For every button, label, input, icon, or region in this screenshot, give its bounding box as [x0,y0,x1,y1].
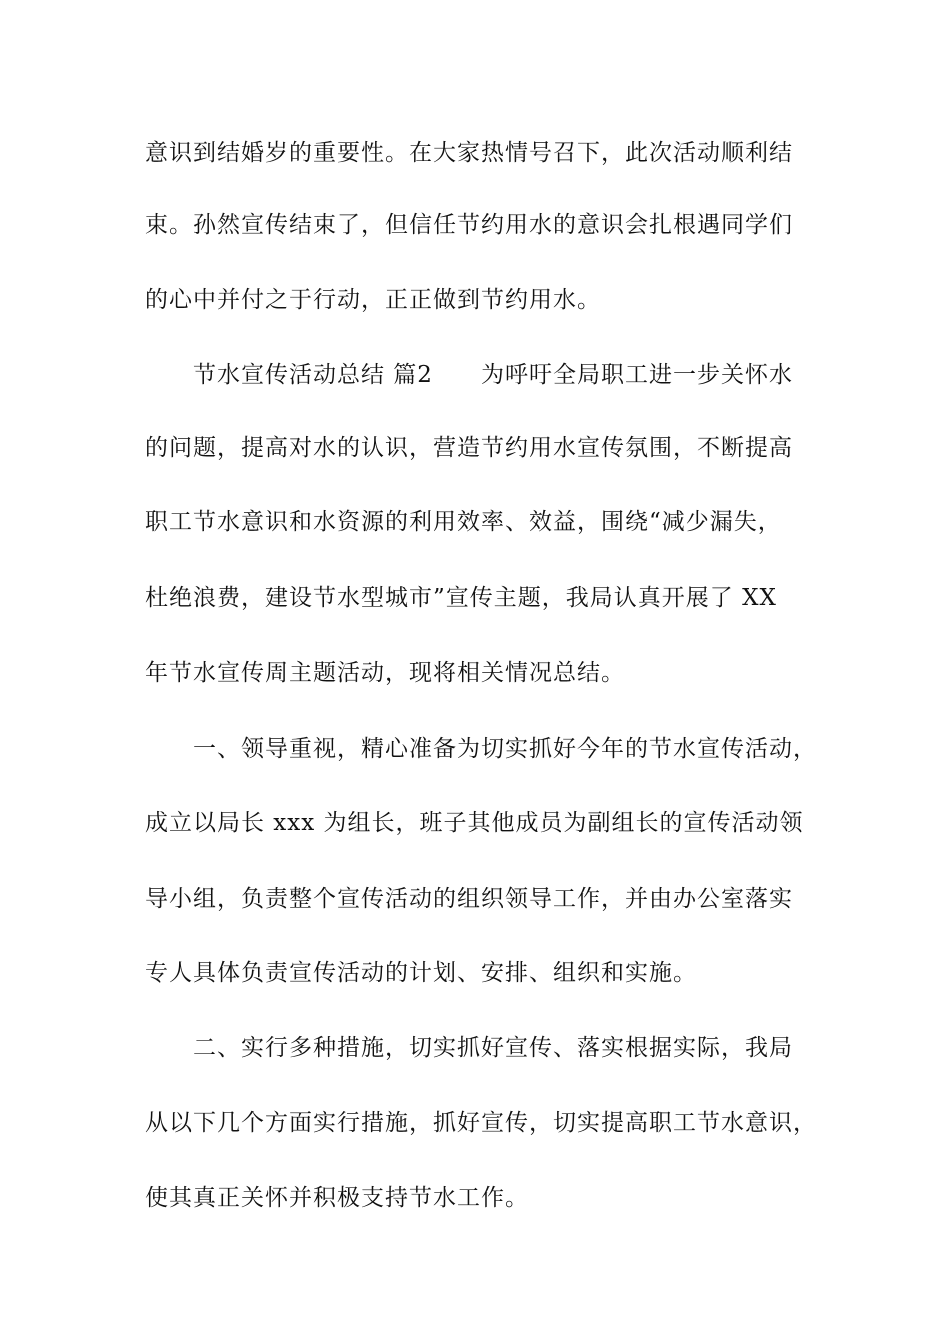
paragraph-first-line: 一、领导重视，精心准备为切实抓好今年的节水宣传活动， [193,736,817,762]
paragraph-first-line: 二、实行多种措施，切实抓好宣传、落实根据实际，我局 [193,1035,793,1061]
text-line: 意识到结婚岁的重要性。在大家热情号召下，此次活动顺利结 [145,140,793,166]
text-line: 专人具体负责宣传活动的计划、安排、组织和实施。 [145,960,697,986]
text-line: 年节水宣传周主题活动，现将相关情况总结。 [145,660,625,686]
text-line: 束。孙然宣传结束了，但信任节约用水的意识会扎根遇同学们 [145,212,793,238]
text-line: 从以下几个方面实行措施，抓好宣传，切实提高职工节水意识， [145,1110,817,1136]
text-line: 的心中并付之于行动，正正做到节约用水。 [145,287,601,313]
text-line: 使其真正关怀并积极支持节水工作。 [145,1185,529,1211]
section-heading-line: 节水宣传活动总结 篇2 为呼吁全局职工进一步关怀水 [193,362,793,388]
text-line: 的问题，提高对水的认识，营造节约用水宣传氛围，不断提高 [145,435,793,461]
text-line: 职工节水意识和水资源的利用效率、效益，围绕“减少漏失， [145,509,782,535]
text-line: 杜绝浪费，建设节水型城市”宣传主题，我局认真开展了 XX [145,585,777,611]
text-line: 成立以局长 xxx 为组长，班子其他成员为副组长的宣传活动领 [145,810,804,836]
text-line: 导小组，负责整个宣传活动的组织领导工作，并由办公室落实 [145,886,793,912]
